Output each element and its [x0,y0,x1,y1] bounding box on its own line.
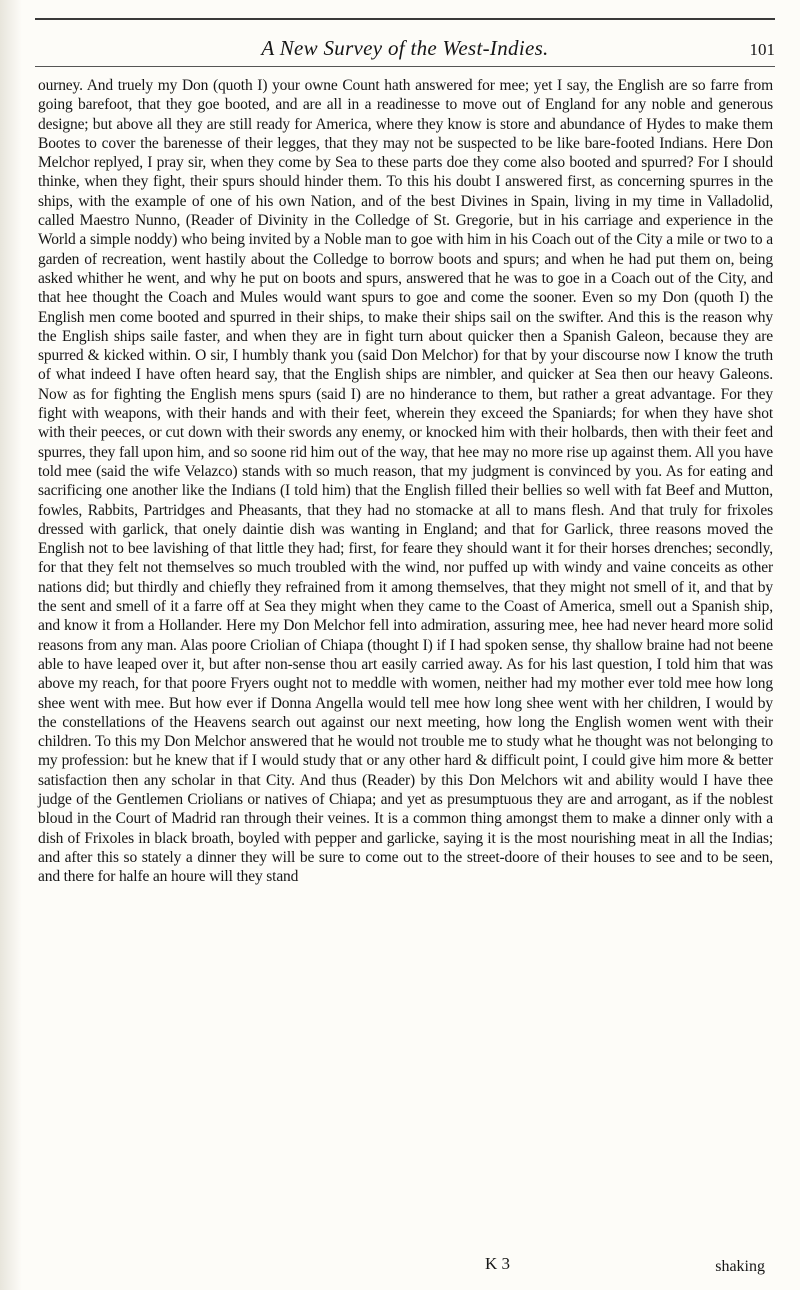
page-gutter [0,0,22,1290]
top-rule [35,18,775,20]
signature-mark: K 3 [485,1254,511,1273]
header-rule [35,66,775,67]
body-text: ourney. And truely my Don (quoth I) your owne Count hath answered for mee; yet I say, the English are so farre from going barefoot, that they goe booted, and are all in a readinesse to move out of England for any noble and generous designe; but above all they are still ready for America, where they know is store and abundance of Hydes to make them Bootes to cover the barenesse of their legges, that they may not be suspected to be like bare-footed Indians. Here Don Melchor replyed, I pray sir, when they come by Sea to these parts doe they come also booted and spurred? For I should thinke, when they fight, their spurs should hinder them. To this his doubt I answered first, as concerning spurres in the ships, with the example of one of his own Nation, and of the best Divines in Spain, living in my time in Valladolid, called Maestro Nunno, (Reader of Divinity in the Colledge of St. Gregorie, but in his carriage and experience in the World a simple noddy) who being invited by a Noble man to goe with him in his Coach out of the City a mile or two to a garden of recreation, went hastily about the Colledge to borrow boots and spurs; and when he had put them on, being asked whither he went, and why he put on boots and spurs, answered that he was to goe in a Coach out of the City, and that hee thought the Coach and Mules would want spurs to goe and come the sooner. Even so my Don (quoth I) the English men come booted and spurred in their ships, to make their ships sail on the swifter. And this is the reason why the English ships saile faster, and when they are in fight turn about quicker then a Spanish Galeon, because they are spurred & kicked within. O sir, I humbly thank you (said Don Melchor) for that by your discourse now I know the truth of what indeed I have often heard say, that the English ships are nimbler, and quicker at Sea then our heavy Galeons. Now as for fighting the English mens spurs (said I) are no hinderance to them, but rather a great advantage. For they fight with weapons, with their hands and with their feet, wherein they exceed the Spaniards; for when they have shot with their peeces, or cut down with their swords any enemy, or knocked him with their holbards, then with their feet and spurres, they fall upon him, and so soone rid him out of the way, that hee may no more rise up against them. All you have told mee (said the wife Velazco) stands with so much reason, that my judgment is convinced by you. As for eating and sacrificing one another like the Indians (I told him) that the English filled their bellies so well with fat Beef and Mutton, fowles, Rabbits, Partridges and Pheasants, that they had no stomacke at all to mans flesh. And that truly for frixoles dressed with garlick, that onely daintie dish was wanting in England; and that for Garlick, three reasons moved the English not to bee lavishing of that little they had; first, for feare they should want it for their horses drenches; secondly, for that they felt not themselves so much troubled with the wind, nor puffed up with windy and vaine conceits as other nations did; but thirdly and chiefly they refrained from it among themselves, that they might not smell of it, and that by the sent and smell of it a farre off at Sea they might when they came to the Coast of America, smell out a Spanish ship, and know it from a Hollander. Here my Don Melchor fell into admiration, assuring mee, hee had never heard more solid reasons from any man. Alas poore Criolian of Chiapa (thought I) if I had spoken sense, thy shallow braine had not beene able to have leaped over it, but after non-sense thou art easily carried away. As for his last question, I told him that was above my reach, for that poore Fryers ought not to meddle with women, neither had my mother ever told mee how long shee went with mee. But how ever if Donna Angella would tell mee how long shee went with her children, I would by the constellations of the Heavens search out against our next meeting, how long the English women went with their children. To this my Don Melchor answered that he would not trouble me to study what he thought was not belonging to my profession: but he knew that if I would study that or any other hard & difficult point, I could give him more & better satisfaction then any scholar in that City. And thus (Reader) by this Don Melchors wit and ability would I have thee judge of the Gentlemen Criolians or natives of Chiapa; and yet as presumptuous they are and arrogant, as if the noblest bloud in the Court of Madrid ran through their veines. It is a common thing amongst them to make a dinner only with a dish of Frixoles in black broath, boyled with pepper and garlicke, saying it is the most nourishing meat in all the Indias; and after this so stately a dinner they will be sure to come out to the street-doore of their houses to see and to be seen, and there for halfe an houre will they stand [38,77,773,886]
catchword: shaking [715,1258,765,1275]
page-footer [35,1254,775,1278]
running-title: A New Survey of the West-Indies. [261,36,549,60]
page-number: 101 [749,40,775,59]
page-header [35,36,775,62]
